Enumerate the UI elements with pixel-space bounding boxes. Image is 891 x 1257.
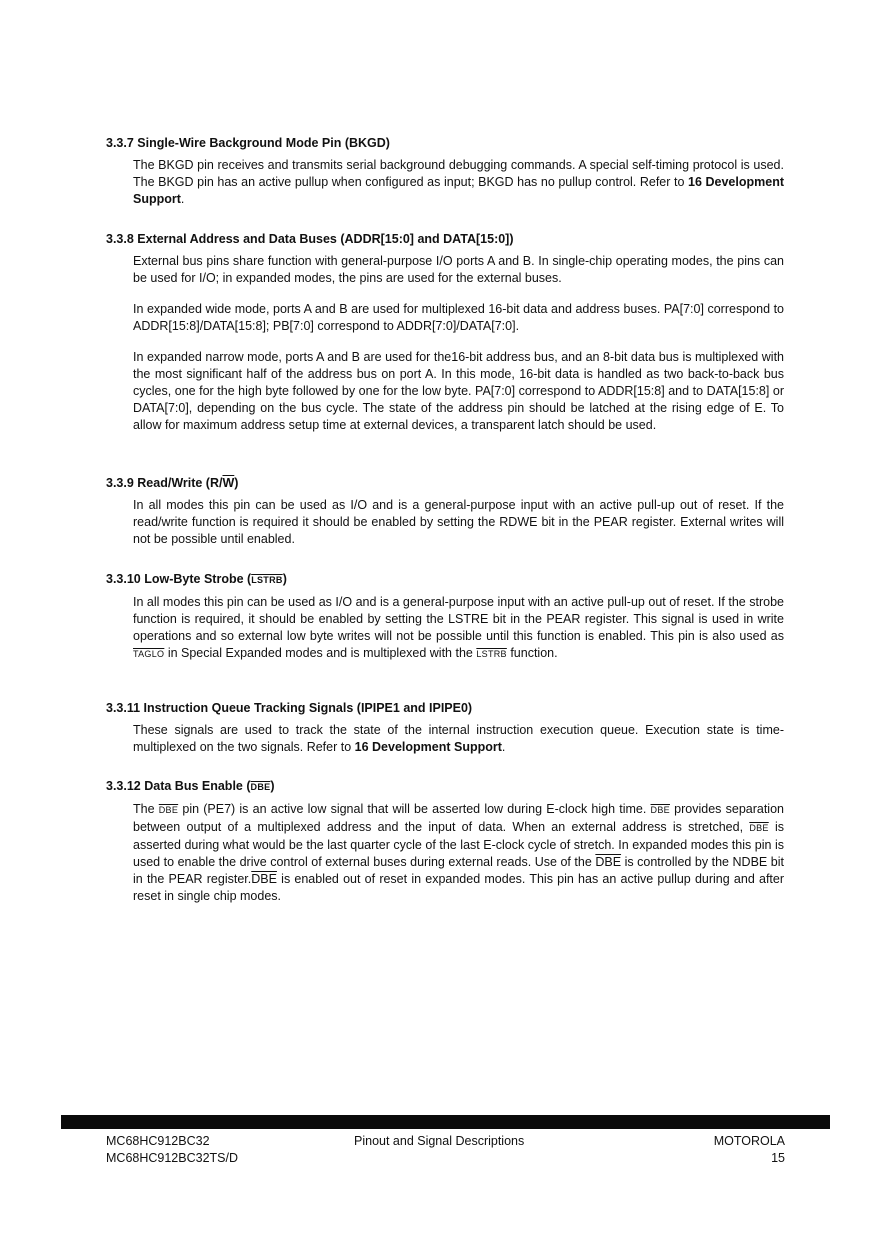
section-heading xyxy=(106,778,786,795)
paragraph-text: is enabled out of reset in expanded modes. This pin has an active pullup during and after reset in single chip modes. xyxy=(133,872,785,903)
page-number: 15 xyxy=(771,1151,785,1165)
overlined-signal: $\overline{DBE}$ xyxy=(595,855,622,869)
heading-text: 3.3.12 Data Bus Enable ( xyxy=(106,779,251,793)
heading-text: ) xyxy=(234,476,239,490)
overlined-signal: $\overline{DBE}$ xyxy=(251,872,277,886)
paragraph-tail: . xyxy=(180,192,185,206)
footer-document-ids xyxy=(106,1133,238,1167)
overlined-signal: DBE xyxy=(250,782,271,792)
section-heading: 3.3.8 External Address and Data Buses (ADDR[15:0] and DATA[15:0]) xyxy=(106,232,514,246)
section-data-bus-enable xyxy=(106,778,786,905)
paragraph-text: is asserted during what would be the last quarter cycle of the last E-clock cycle of stretch. In expanded modes this pin is used to enable the drive control of external buses during external reads. Use of the xyxy=(133,820,784,869)
paragraph-text: function. xyxy=(506,646,558,660)
section-paragraph: In expanded wide mode, ports A and B are used for multiplexed 16-bit data and address buses. PA[7:0] correspond to ADDR[15:8]/DATA[15:8]; PB[7:0] correspond to ADDR[7:0]/DATA[7:0]. xyxy=(133,302,784,333)
heading-text: 3.3.10 Low-Byte Strobe ( xyxy=(106,572,252,586)
overlined-signal: LSTRB xyxy=(476,649,507,659)
section-instruction-queue xyxy=(106,700,786,756)
paragraph-text: In all modes this pin can be used as I/O and is a general-purpose input with an active pull-up out of reset. If the strobe function is required, it should be enabled by setting the LSTRE bit in the PEAR register. This signal is used in write operations and so external low byte writes will not be possible until this function is enabled. This pin is also used as xyxy=(133,595,784,643)
paragraph-text: The BKGD pin receives and transmits serial background debugging commands. A special self-timing protocol is used. The BKGD pin has an active pullup when configured as input; BKGD has no pullup control. Refer to xyxy=(133,158,784,189)
section-paragraph: External bus pins share function with general-purpose I/O ports A and B. In single-chip operating modes, the pins can be used for I/O; in expanded modes, the pins are used for the external buses. xyxy=(133,254,784,285)
footer-company: MOTOROLA xyxy=(713,1134,785,1148)
section-bkgd xyxy=(106,135,786,208)
overlined-signal: $\overline{DBE}$ xyxy=(749,823,769,833)
overlined-signal: LSTRB xyxy=(251,575,283,585)
footer-rule xyxy=(61,1115,830,1129)
overlined-signal: $\overline{DBE}$ xyxy=(158,805,179,815)
footer-doc-number: MC68HC912BC32TS/D xyxy=(106,1151,238,1165)
paragraph-text: pin (PE7) is an active low signal that will be asserted low during E-clock high time. xyxy=(178,802,651,816)
heading-text: ) xyxy=(282,572,287,586)
cross-reference: 16 Development Support xyxy=(354,740,502,754)
overlined-signal: TAGLO xyxy=(133,649,165,659)
paragraph-text: in Special Expanded modes and is multiplexed with the xyxy=(164,646,477,660)
heading-text: ) xyxy=(270,779,275,793)
section-paragraph xyxy=(133,594,784,663)
section-read-write xyxy=(106,475,786,548)
section-paragraph: In expanded narrow mode, ports A and B are used for the16-bit address bus, and an 8-bit data bus is multiplexed with the most significant half of the address bus on port A. In this mode, 16-bit data is handled as two back-to-back bus cycles, one for the high byte followed by one for the low byte. PA[7:0] correspond to ADDR[15:8] and to DATA[15:8] or DATA[7:0], depending on the bus cycle. The state of the address pin should be latched at the rising edge of E. To allow for maximum address setup time at external devices, a transparent latch should be used. xyxy=(133,350,784,432)
section-external-buses xyxy=(106,231,786,434)
section-heading xyxy=(106,475,786,491)
footer-part-number: MC68HC912BC32 xyxy=(106,1134,210,1148)
footer-chapter-title: Pinout and Signal Descriptions xyxy=(354,1134,525,1148)
paragraph-tail: . xyxy=(501,740,506,754)
section-heading: 3.3.11 Instruction Queue Tracking Signals (IPIPE1 and IPIPE0) xyxy=(106,701,473,715)
paragraph-text: provides separation between output of a multiplexed address and the input of data. When an external address is stretched, xyxy=(133,802,784,834)
footer-publisher xyxy=(714,1133,785,1167)
paragraph-text: is controlled by the NDBE bit in the PEAR register. xyxy=(133,855,784,886)
cross-reference: 16 Development Support xyxy=(133,175,784,206)
paragraph-text: The xyxy=(133,802,159,816)
section-paragraph xyxy=(133,722,784,756)
section-paragraph xyxy=(133,801,784,905)
section-paragraph xyxy=(133,157,784,208)
section-paragraph: In all modes this pin can be used as I/O and is a general-purpose input with an active pull-up out of reset. If the read/write function is required it should be enabled by setting the RDWE bit in the PEAR register. External writes will not be possible until enabled. xyxy=(133,498,784,546)
section-heading: 3.3.7 Single-Wire Background Mode Pin (BKGD) xyxy=(106,136,390,150)
overlined-signal: W xyxy=(222,476,235,490)
paragraph-text: These signals are used to track the state of the internal instruction execution queue. Execution state is time-multiplexed on the two signals. Refer to xyxy=(133,723,784,754)
overlined-signal: $\overline{DBE}$ xyxy=(650,805,670,815)
section-heading xyxy=(106,571,786,588)
heading-text: 3.3.9 Read/Write (R/ xyxy=(106,476,223,490)
section-low-byte-strobe xyxy=(106,571,786,663)
